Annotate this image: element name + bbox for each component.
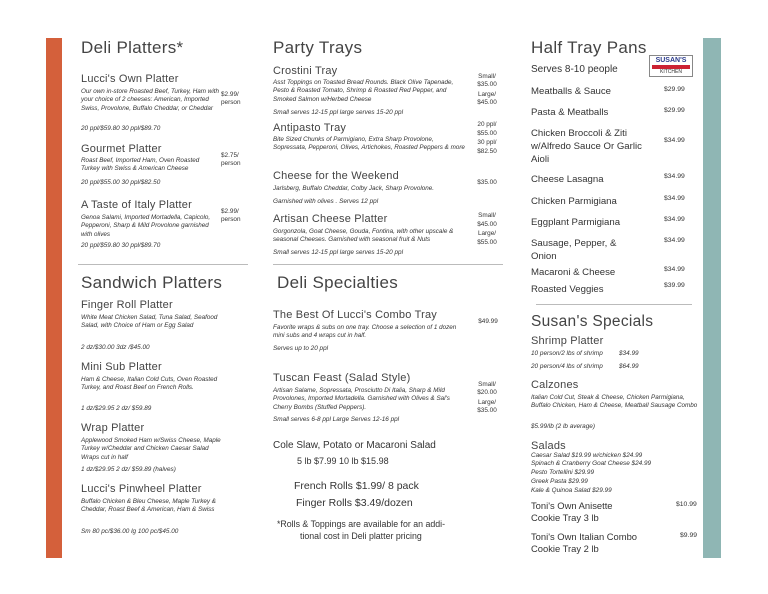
shrimp-platter-name: Shrimp Platter	[531, 335, 604, 347]
half-tray-pans-title: Half Tray Pans	[531, 38, 647, 57]
taste-of-italy-desc: Genoa Salami, Imported Mortadella, Capicolo, Pepperoni, Sharp & Mild Provolone garnished with olives	[81, 214, 211, 238]
half-tray-item-name: Cheese Lasagna	[531, 174, 604, 185]
salad-option: Kale & Quinoa Salad $29.99	[531, 487, 612, 494]
half-tray-item-price: $34.99	[664, 237, 685, 244]
artisan-cheese-serves: Small serves 12-15 ppl large serves 15-20 ppl	[273, 249, 404, 256]
mini-sub-platter-desc: Ham & Cheese, Italian Cold Cuts, Oven Roasted Turkey, and Roast Beef on French Rolls.	[81, 376, 218, 392]
italian-combo-cookie-tray-price: $9.99	[680, 532, 698, 539]
half-tray-item-price: $29.99	[664, 107, 685, 114]
taste-of-italy-name: A Taste of Italy Platter	[81, 199, 192, 211]
shrimp-platter-price-2: $64.99	[619, 363, 639, 370]
cheese-weekend-price: $35.00	[477, 179, 497, 186]
antipasto-tray-price-20-label: 20 ppl/	[477, 121, 497, 128]
half-tray-item-name: Macaroni & Cheese	[531, 267, 616, 278]
calzones-price: $5.99/lb (2 lb average)	[531, 423, 595, 430]
artisan-cheese-price-small-label: Small/	[478, 212, 496, 219]
shrimp-platter-option-2: 20 person/4 lbs of shrimp	[531, 363, 603, 370]
finger-roll-platter-desc: White Meat Chicken Salad, Tuna Salad, Seafood Salad, with Choice of Ham or Egg Salad	[81, 314, 218, 330]
anisette-cookie-tray-name: Toni's Own Anisette Cookie Tray 3 lb	[531, 500, 613, 523]
divider	[273, 264, 503, 265]
mini-sub-platter-sizes: 1 dz/$29.95 2 dz/ $59.89	[81, 405, 152, 412]
antipasto-tray-name: Antipasto Tray	[273, 122, 347, 134]
deli-specialties-title: Deli Specialties	[277, 273, 399, 292]
salad-option: Greek Pasta $29.99	[531, 478, 588, 485]
antipasto-tray-price-20: $55.00	[477, 130, 497, 137]
half-tray-item-name: Eggplant Parmigiana	[531, 217, 621, 228]
susans-specials-title: Susan's Specials	[531, 313, 654, 330]
antipasto-tray-desc: Bite Sized Chunks of Parmigiano, Extra Sharp Provolone, Sopressata, Pepperoni, Olives, Artichokes, Roasted Peppers & more	[273, 136, 465, 152]
crostini-tray-desc: Asst Toppings on Toasted Bread Rounds. Black Olive Tapenade, Pesto & Roasted Tomato, Shrimp & Roasted Red Pepper, and Smoked Salmon w/Herbed Cheese	[273, 79, 454, 103]
italian-combo-cookie-tray-name: Toni's Own Italian Combo Cookie Tray 2 lb	[531, 531, 638, 554]
tuscan-feast-price-large-label: Large/	[477, 399, 497, 406]
artisan-cheese-price-large: $55.00	[477, 239, 497, 246]
half-tray-item-name: Sausage, Pepper, & Onion	[531, 238, 617, 262]
rolls-footnote-line1: *Rolls & Toppings are available for an addi-	[277, 519, 446, 529]
combo-tray-name: The Best Of Lucci's Combo Tray	[273, 309, 437, 321]
logo-subtitle: KITCHEN	[660, 69, 682, 75]
mini-sub-platter-name: Mini Sub Platter	[81, 361, 162, 373]
pinwheel-platter-sizes: Sm 80 pc/$36.00 lg 100 pc/$45.00	[81, 528, 179, 535]
calzones-name: Calzones	[531, 379, 579, 391]
french-rolls: French Rolls $1.99/ 8 pack	[294, 480, 419, 492]
artisan-cheese-desc: Gorgonzola, Goat Cheese, Gouda, Fontina, with other upscale & seasonal Cheeses. Garnished with seasonal fruit & Nuts	[273, 228, 454, 244]
crostini-tray-name: Crostini Tray	[273, 65, 338, 77]
tuscan-feast-price-large: $35.00	[477, 407, 497, 414]
calzones-desc: Italian Cold Cut, Steak & Cheese, Chicken Parmigiana, Buffalo Chicken, Ham & Cheese, Meatball Sausage Combo	[531, 394, 698, 410]
cole-slaw-name: Cole Slaw, Potato or Macaroni Salad	[273, 440, 436, 451]
divider	[78, 264, 248, 265]
half-tray-item-name: Pasta & Meatballs	[531, 107, 609, 118]
combo-tray-serves: Serves up to 20 ppl	[273, 345, 329, 352]
combo-tray-price: $49.99	[478, 318, 498, 325]
gourmet-platter-price: $2.75/	[221, 152, 239, 159]
luccis-own-platter-sizes: 20 ppl/$59.80 30 ppl/$89.70	[81, 125, 161, 132]
salad-option: Pesto Tortellini $29.99	[531, 469, 595, 476]
party-trays-title: Party Trays	[273, 38, 363, 57]
tuscan-feast-price-small-label: Small/	[478, 381, 496, 388]
half-tray-serves: Serves 8-10 people	[531, 64, 618, 75]
cheese-weekend-name: Cheese for the Weekend	[273, 170, 399, 182]
combo-tray-desc: Favorite wraps & subs on one tray. Choose a selection of 1 dozen mini subs and 4 wraps cut in half.	[273, 324, 457, 340]
half-tray-item-price: $34.99	[664, 266, 685, 273]
rolls-footnote-line2: tional cost in Deli platter pricing	[300, 531, 422, 541]
anisette-cookie-tray-price: $10.99	[676, 501, 697, 508]
crostini-tray-price-large: $45.00	[477, 99, 497, 106]
crostini-tray-price-small: $35.00	[477, 81, 497, 88]
half-tray-item-price: $34.99	[664, 195, 685, 202]
cheese-weekend-garnish: Garnished with olives . Serves 12 ppl	[273, 198, 379, 205]
finger-rolls: Finger Rolls $3.49/dozen	[296, 497, 413, 509]
right-color-band	[703, 38, 721, 558]
wrap-platter-name: Wrap Platter	[81, 422, 145, 434]
luccis-own-platter-desc: Our own in-store Roasted Beef, Turkey, Ham with your choice of 2 cheeses: American, Imported Swiss, Provolone, Buffalo Cheddar, or Cheddar	[81, 88, 219, 112]
cheese-weekend-desc: Jarlsberg, Buffalo Cheddar, Colby Jack, Sharp Provolone.	[273, 185, 435, 192]
luccis-own-platter-price: $2.99/	[221, 91, 239, 98]
half-tray-item-price: $29.99	[664, 86, 685, 93]
half-tray-item-price: $39.99	[664, 282, 685, 289]
luccis-own-platter-name: Lucci's Own Platter	[81, 73, 179, 85]
taste-of-italy-price: $2.99/	[221, 208, 239, 215]
cole-slaw-prices: 5 lb $7.99 10 lb $15.98	[297, 456, 389, 466]
gourmet-platter-unit: person	[221, 160, 241, 167]
shrimp-platter-price-1: $34.99	[619, 350, 639, 357]
susans-kitchen-logo	[649, 55, 693, 77]
divider	[536, 304, 692, 305]
gourmet-platter-sizes: 20 ppl/$55.00 30 ppl/$82.50	[81, 179, 161, 186]
pinwheel-platter-name: Lucci's Pinwheel Platter	[81, 483, 202, 495]
pinwheel-platter-desc: Buffalo Chicken & Bleu Cheese, Maple Turkey & Cheddar, Roast Beef & American, Ham & Swiss	[81, 498, 216, 514]
left-color-band	[46, 38, 62, 558]
artisan-cheese-name: Artisan Cheese Platter	[273, 213, 388, 225]
artisan-cheese-price-large-label: Large/	[477, 230, 497, 237]
crostini-tray-price-large-label: Large/	[477, 91, 497, 98]
deli-platters-title: Deli Platters*	[81, 38, 184, 57]
half-tray-item-name: Chicken Broccoli & Ziti w/Alfredo Sauce Or Garlic Aioli	[531, 128, 642, 165]
half-tray-item-price: $34.99	[664, 137, 685, 144]
salads-name: Salads	[531, 440, 566, 452]
shrimp-platter-option-1: 10 person/2 lbs of shrimp	[531, 350, 603, 357]
half-tray-item-name: Chicken Parmigiana	[531, 196, 617, 207]
antipasto-tray-price-30-label: 30 ppl/	[477, 139, 497, 146]
sandwich-platters-title: Sandwich Platters	[81, 273, 223, 292]
half-tray-item-name: Meatballs & Sauce	[531, 86, 611, 97]
tuscan-feast-desc: Artisan Salame, Sopressata, Prosciutto Di Italia, Sharp & Mild Provolones, Imported Mortadella. Garnished with Olives & Sal's Cherry Bombs (Stuffed Peppers).	[273, 387, 450, 411]
gourmet-platter-name: Gourmet Platter	[81, 143, 162, 155]
wrap-platter-sizes: 1 dz/$29.95 2 dz/ $59.89 (halves)	[81, 466, 176, 473]
half-tray-item-name: Roasted Veggies	[531, 284, 604, 295]
half-tray-item-price: $34.99	[664, 173, 685, 180]
antipasto-tray-price-30: $82.50	[477, 148, 497, 155]
salad-option: Spinach & Cranberry Goat Cheese $24.99	[531, 460, 652, 467]
finger-roll-platter-sizes: 2 dz/$30.00 3dz /$45.00	[81, 344, 150, 351]
taste-of-italy-sizes: 20 ppl/$59.80 30 ppl/$89.70	[81, 242, 161, 249]
tuscan-feast-serves: Small serves 6-8 ppl Large Serves 12-16 ppl	[273, 416, 400, 423]
crostini-tray-serves: Small serves 12-15 ppl large serves 15-20 ppl	[273, 109, 404, 116]
finger-roll-platter-name: Finger Roll Platter	[81, 299, 173, 311]
wrap-platter-desc: Applewood Smoked Ham w/Swiss Cheese, Maple Turkey w/Cheddar and Chicken Caesar Salad Wraps cut in half	[81, 437, 221, 461]
tuscan-feast-name: Tuscan Feast (Salad Style)	[273, 372, 411, 384]
logo-wordmark: SUSAN'S	[655, 57, 687, 64]
gourmet-platter-desc: Roast Beef, Imported Ham, Oven Roasted Turkey with Swiss & American Cheese	[81, 157, 200, 173]
half-tray-item-price: $34.99	[664, 216, 685, 223]
crostini-tray-price-small-label: Small/	[478, 73, 496, 80]
salad-option: Caesar Salad $19.99 w/chicken $24.99	[531, 452, 643, 459]
taste-of-italy-unit: person	[221, 216, 241, 223]
luccis-own-platter-unit: person	[221, 99, 241, 106]
tuscan-feast-price-small: $20.00	[477, 389, 497, 396]
artisan-cheese-price-small: $45.00	[477, 221, 497, 228]
